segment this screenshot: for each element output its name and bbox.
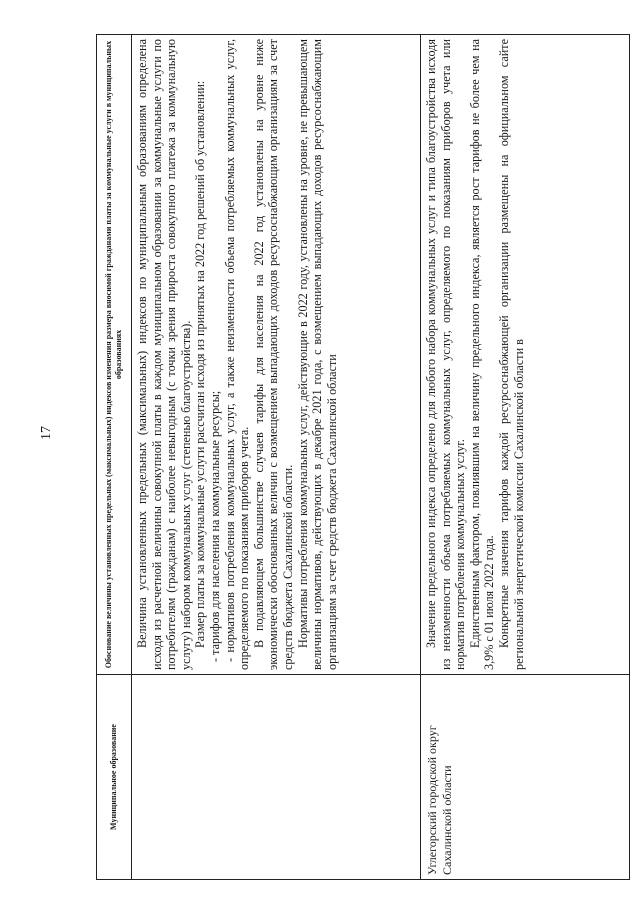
paragraph: Значение предельного индекса определено для любого набора коммунальных услуг и типа благоустройства исходя из неизменности объема потребляемых коммунальных услуг, определяемого по показаниям приборов учета или норматив потребления коммунальных услуг. (424, 39, 468, 670)
paragraph: В подавляющем большинстве случаев тарифы для населения на 2022 год установлены на уровне ниже экономически обоснованных величин с возмещением выпадающих доходов ресурсоснабжающим организациям за счет средств бюджета Сахалинской области. (251, 39, 295, 670)
tariff-index-table (96, 34, 630, 880)
table-header-row (97, 35, 132, 880)
rotated-table-container (96, 35, 611, 880)
paragraph: Единственным фактором, повлиявшим на величину предельного индекса, является рост тарифов не более чем на 3,9% с 01 июля 2022 года. (467, 39, 497, 670)
paragraph: Величина установленных предельных (максимальных) индексов по муниципальным образованиям определена исходя из расчетной величины совокупной платы в каждом муниципальном образовании за коммунальные услуги по потребителям (гражданам) с наиболее невыгодным (с точки зрения прироста совокупного платежа за коммунальную услугу) набором коммунальных услуг (степенью благоустройства). (135, 39, 193, 670)
paragraph: Нормативы потребления коммунальных услуг, действующие в 2022 году, установлены на уровне, не превышающем величины нормативов, действующих в декабре 2021 года, с возмещением выпадающих доходов ресурсоснабжающим организациям за счет средств бюджета Сахалинской области (295, 39, 339, 670)
paragraph: Размер платы за коммунальные услуги рассчитан исходя из принятых на 2022 год решений об установлении: (193, 80, 208, 648)
paragraph: - тарифов для населения на коммунальные ресурсы; (207, 390, 222, 662)
table-row (132, 35, 421, 880)
justification-cell (421, 35, 630, 675)
table-row (421, 35, 630, 880)
justification-cell (132, 35, 421, 675)
municipality-cell (132, 675, 421, 880)
paragraph: Конкретные значения тарифов каждой ресурсоснабжающей организации размещены на официальном сайте региональной энергетической комиссии Сахалинской области в (496, 39, 526, 670)
paragraph: - нормативов потребления коммунальных услуг, а также неизменности объема потребляемых коммунальных услуг, определяемого по показаниям приборов учета. (222, 39, 252, 670)
municipality-cell: Углегорский городской округ Сахалинской области (421, 675, 630, 880)
header-justification: Обоснование величины установленных предельных (максимальных) индексов изменения размера вносимой гражданами платы за коммунальные услуги в муниципальных образованиях (97, 35, 132, 675)
page-number: 17 (39, 426, 54, 440)
header-municipality: Муниципальное образование (97, 675, 132, 880)
